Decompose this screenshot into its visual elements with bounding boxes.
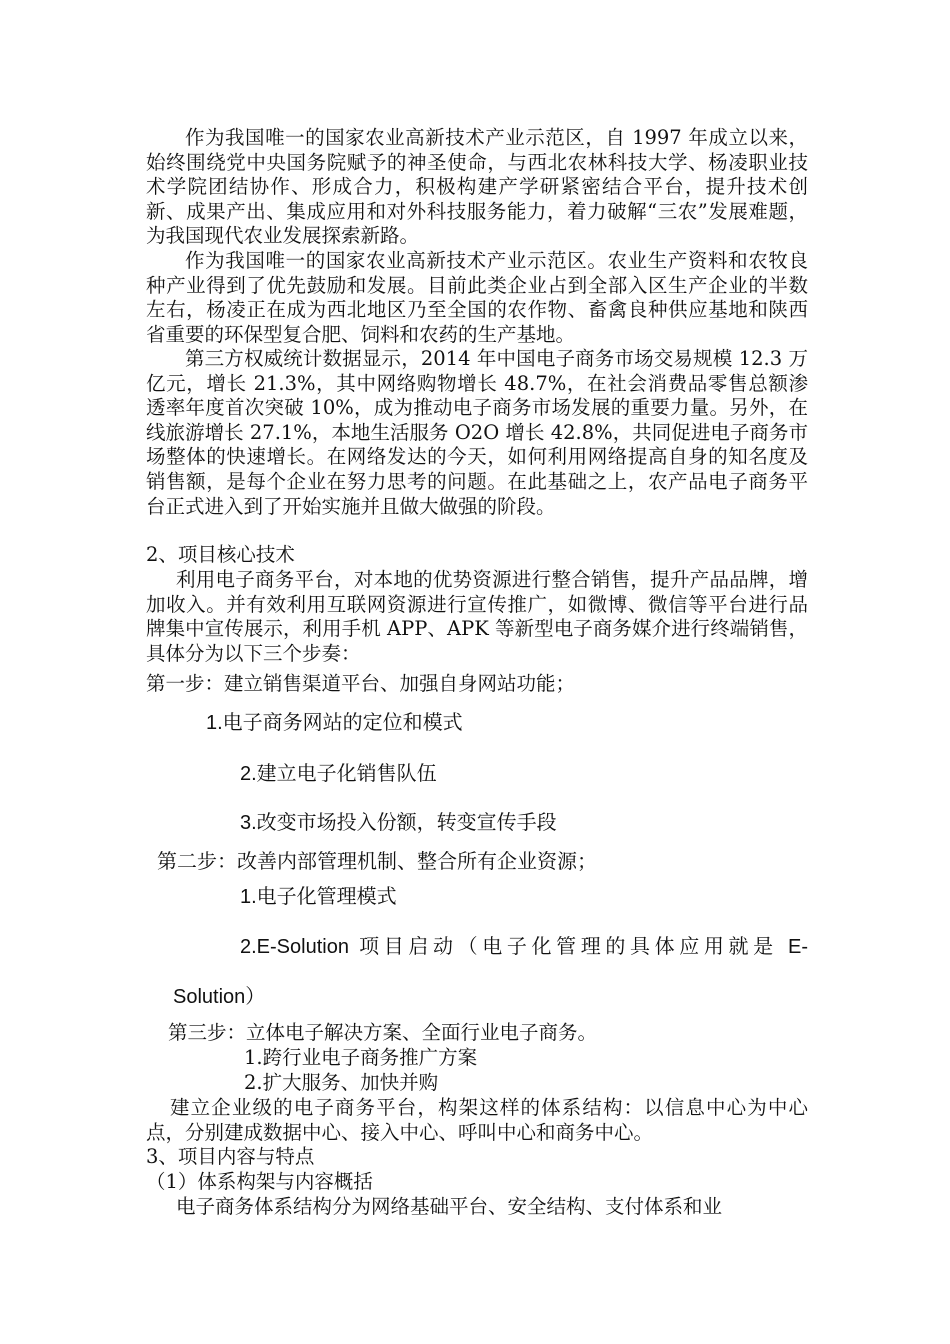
- section-3-heading: 3、项目内容与特点: [146, 1145, 315, 1168]
- step-2-title: 第二步：改善内部管理机制、整合所有企业资源；: [157, 851, 597, 873]
- step-2-item-1: 1.电子化管理模式: [240, 886, 397, 908]
- step-1-item-1: 1.电子商务网站的定位和模式: [206, 712, 463, 734]
- intro-paragraph-1: 作为我国唯一的国家农业高新技术产业示范区，自 1997 年成立以来，始终围绕党中央国务院赋予的神圣使命，与西北农林科技大学、杨凌职业技术学院团结协作、形成合力，积极构建产学研紧密结合平台，提升技术创新、成果产出、集成应用和对外科技服务能力，着力破解“三农”发展难题，为我国现代农业发展探索新路。: [146, 126, 808, 248]
- step-3-title: 第三步：立体电子解决方案、全面行业电子商务。: [168, 1021, 598, 1044]
- section-3-first-line: 电子商务体系结构分为网络基础平台、安全结构、支付体系和业: [176, 1195, 723, 1218]
- intro-paragraph-3: 第三方权威统计数据显示，2014 年中国电子商务市场交易规模 12.3 万亿元，增长 21.3%，其中网络购物增长 48.7%，在社会消费品零售总额渗透率年度首次突破 10%，成为推动电子商务市场发展的重要力量。另外，在线旅游增长 27.1%，本地生活服务 O2O 增长 42.8%，共同促进电子商务市场整体的快速增长。在网络发达的今天，如何利用网络提高自身的知名度及销售额，是每个企业在努力思考的问题。在此基础之上，农产品电子商务平台正式进入到了开始实施并且做大做强的阶段。: [146, 347, 808, 518]
- step-1-item-3: 3.改变市场投入份额，转变宣传手段: [240, 812, 557, 834]
- step-2-item-2-continuation: Solution）: [173, 986, 266, 1008]
- step-3-item-1: 1.跨行业电子商务推广方案: [244, 1046, 478, 1069]
- intro-paragraph-2: 作为我国唯一的国家农业高新技术产业示范区。农业生产资料和农牧良种产业得到了优先鼓励和发展。目前此类企业占到全部入区生产企业的半数左右，杨凌正在成为西北地区乃至全国的农作物、畜禽良种供应基地和陕西省重要的环保型复合肥、饲料和农药的生产基地。: [146, 249, 808, 346]
- step-1-item-2: 2.建立电子化销售队伍: [240, 763, 437, 785]
- section-2-heading: 2、项目核心技术: [146, 543, 295, 566]
- section-2-closing-paragraph: 建立企业级的电子商务平台，构架这样的体系结构：以信息中心为中心点，分别建成数据中心、接入中心、呼叫中心和商务中心。: [146, 1096, 808, 1144]
- step-2-item-2: 2.E-Solution 项目启动（电子化管理的具体应用就是 E-: [240, 936, 808, 958]
- step-3-item-2: 2.扩大服务、加快并购: [244, 1071, 439, 1094]
- step-1-title: 第一步：建立销售渠道平台、加强自身网站功能；: [146, 672, 576, 695]
- section-2-paragraph: 利用电子商务平台，对本地的优势资源进行整合销售，提升产品品牌，增加收入。并有效利用互联网资源进行宣传推广，如微博、微信等平台进行品牌集中宣传展示，利用手机 APP、APK 等新型电子商务媒介进行终端销售，具体分为以下三个步奏：: [146, 568, 808, 665]
- section-3-subheading: （1）体系构架与内容概括: [146, 1170, 373, 1193]
